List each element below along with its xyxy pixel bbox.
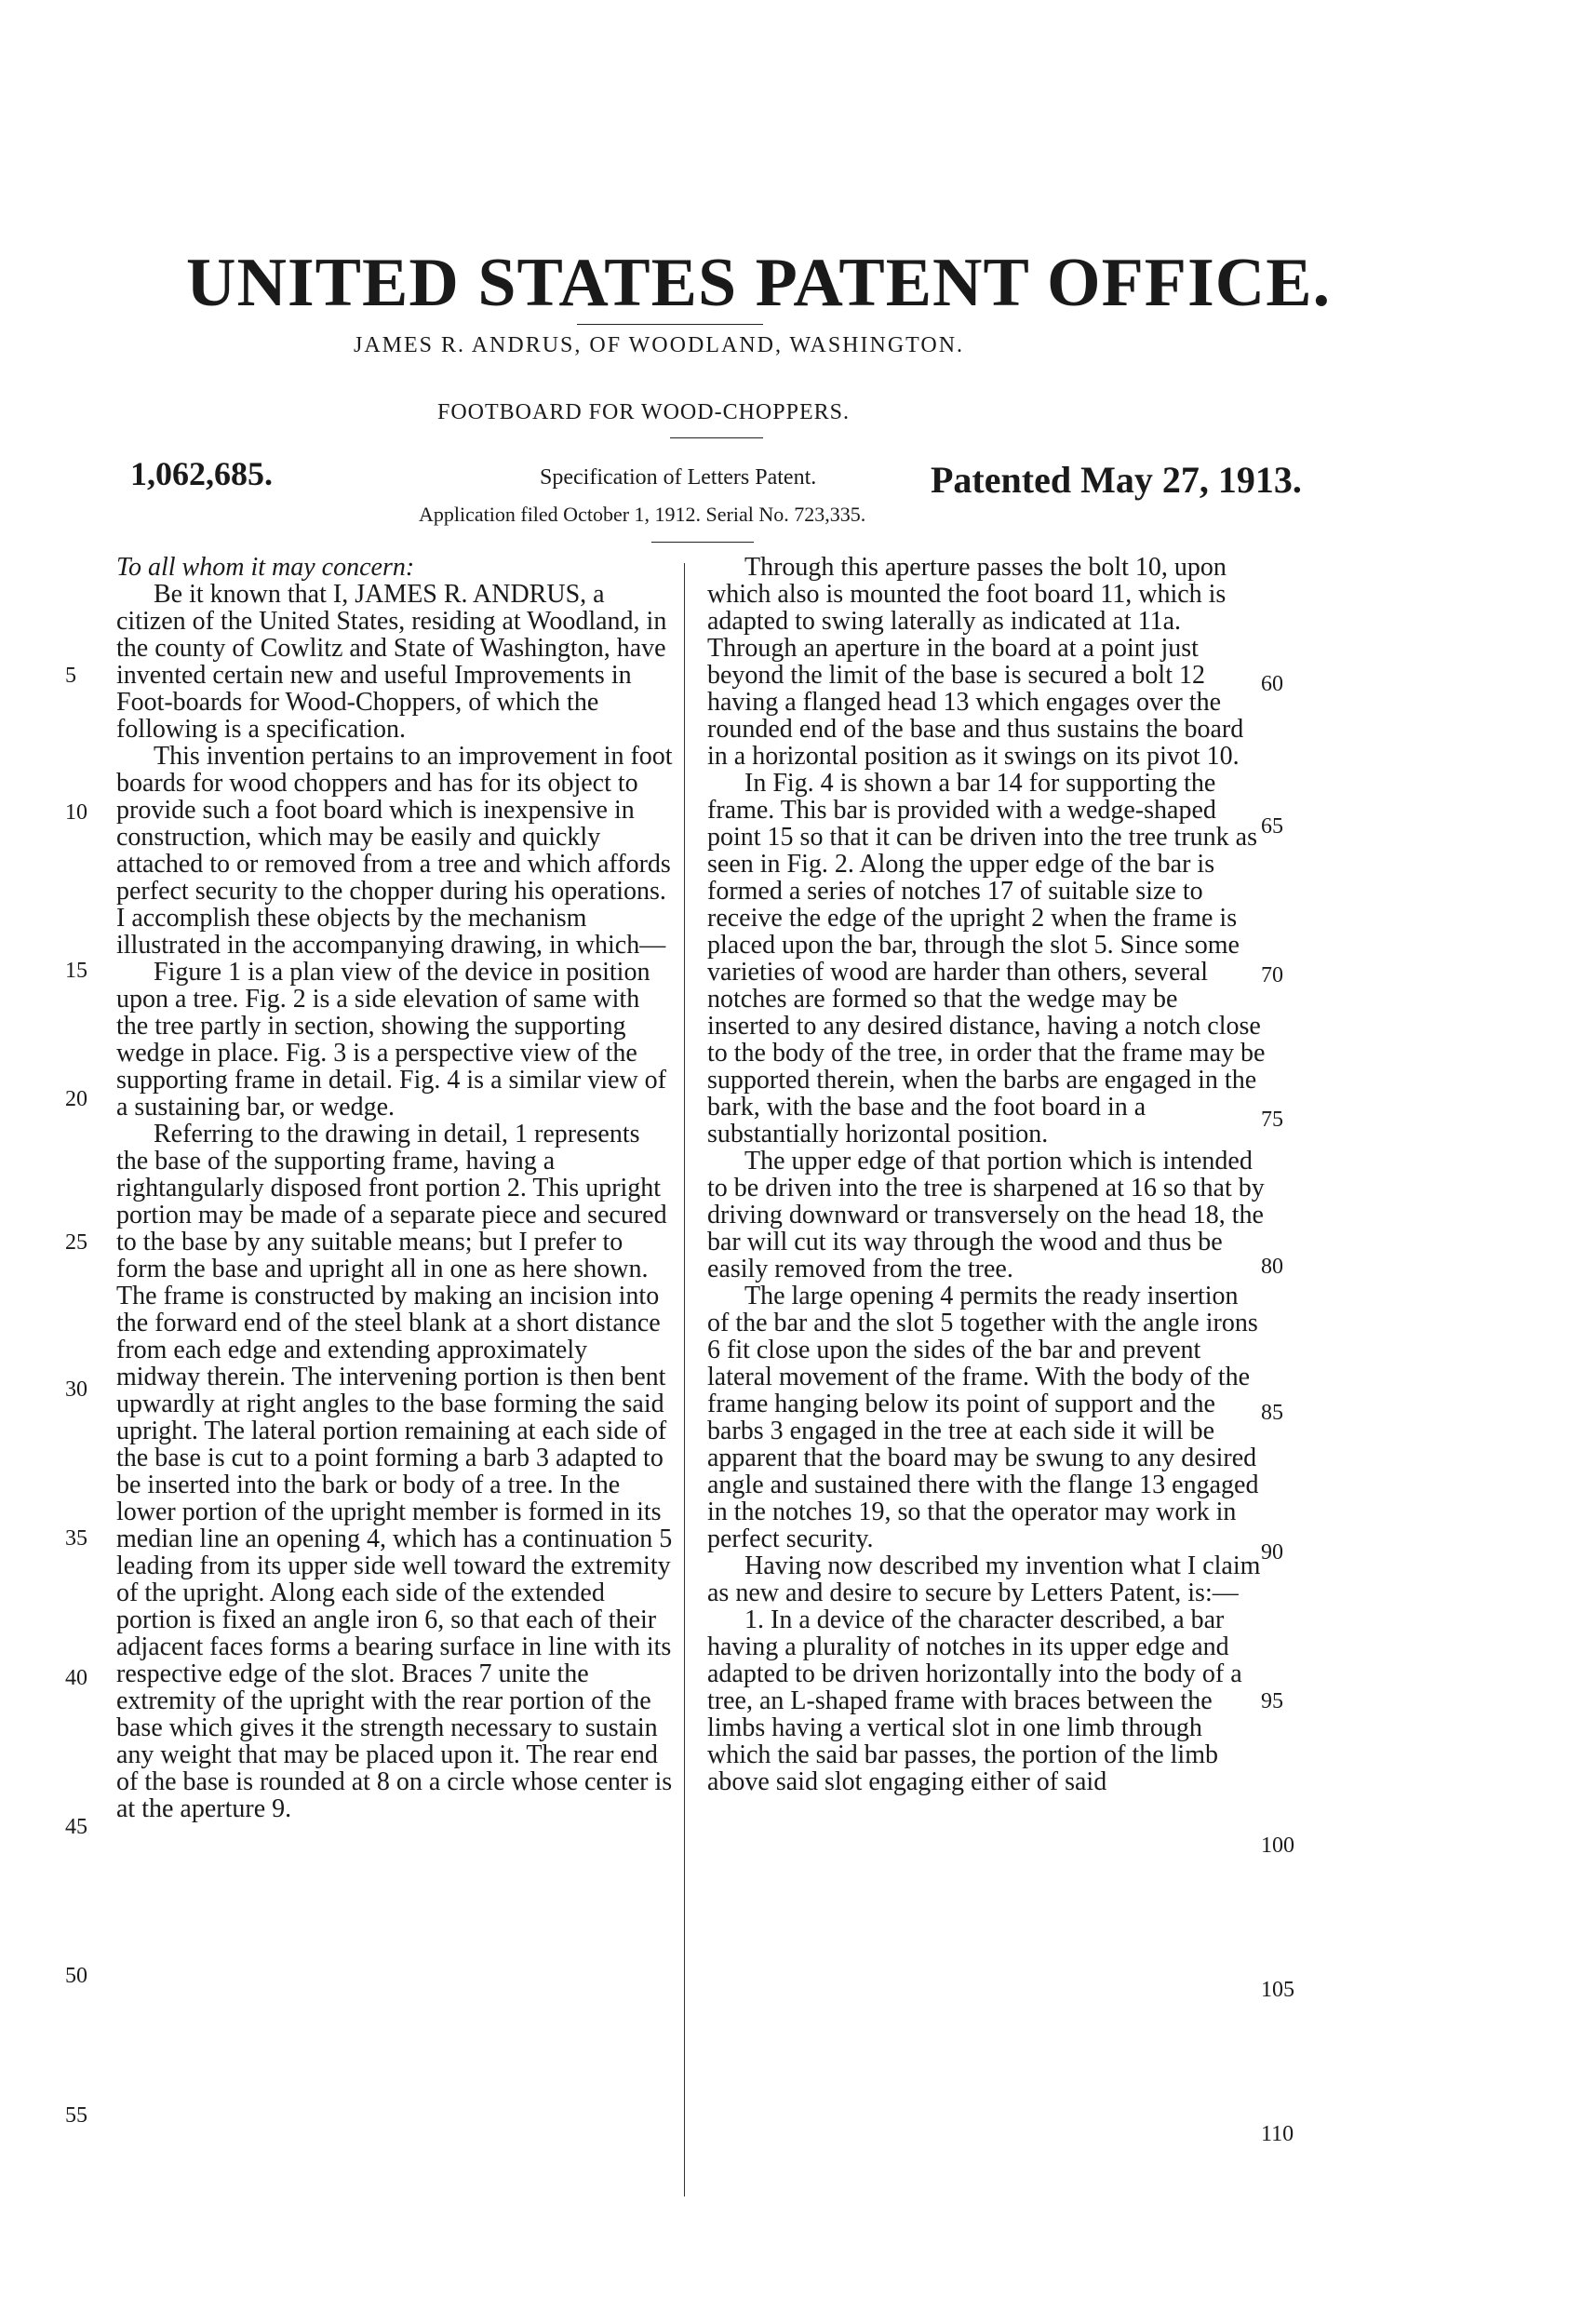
invention-title: FOOTBOARD FOR WOOD-CHOPPERS. — [437, 400, 850, 424]
paragraph: Through this aperture passes the bolt 10, upon which also is mounted the foot board 11, which is adapted to swing laterally as indicated at 11a. Through an aperture in the board at a point just beyond the limit of the base is secured a bolt 12 having a flanged head 13 which engages over the rounded end of the base and thus sustains the board in a horizontal position as it swings on its pivot 10. — [707, 553, 1244, 771]
line-number: 50 — [65, 1964, 87, 1988]
line-number: 45 — [65, 1815, 87, 1839]
subtitle-rule — [670, 437, 763, 438]
line-number: 5 — [65, 664, 76, 688]
line-number: 35 — [65, 1526, 87, 1551]
paragraph: Having now described my invention what I claim as new and desire to secure by Letters Patent, is:— — [707, 1552, 1261, 1607]
application-line: Application filed October 1, 1912. Serial No. 723,335. — [419, 503, 866, 526]
line-number: 65 — [1261, 814, 1283, 839]
line-number: 95 — [1261, 1689, 1283, 1713]
column-divider — [684, 563, 685, 2196]
specification-label: Specification of Letters Patent. — [540, 465, 817, 490]
office-title: UNITED STATES PATENT OFFICE. — [186, 245, 1332, 321]
line-number: 75 — [1261, 1108, 1283, 1132]
paragraph: The large opening 4 permits the ready insertion of the bar and the slot 5 together with the angle irons 6 fit close upon the sides of the bar and prevent lateral movement of the frame. With the body of the frame hanging below its point of support and the barbs 3 engaged in the tree at each side it will be apparent that the board may be swung to any desired angle and sustained there with the flange 13 engaged in the notches 19, so that the operator may work in perfect security. — [707, 1282, 1259, 1553]
patented-date: Patented May 27, 1913. — [931, 459, 1302, 501]
line-number: 10 — [65, 800, 87, 825]
line-number: 40 — [65, 1666, 87, 1690]
left-column — [116, 554, 675, 1822]
inventor-line: JAMES R. ANDRUS, OF WOODLAND, WASHINGTON. — [354, 333, 965, 357]
header-rule — [651, 542, 754, 543]
line-number: 60 — [1261, 672, 1283, 696]
paragraph: This invention pertains to an improvement in foot boards for wood choppers and has for its object to provide such a foot board which is inexpensive in construction, which may be easily and quickly attached to or removed from a tree and which affords perfect security to the chopper during his operations. I accomplish these objects by the mechanism illustrated in the accompanying drawing, in which— — [116, 742, 673, 960]
paragraph: Referring to the drawing in detail, 1 represents the base of the supporting frame, having a rightangularly disposed front portion 2. This upright portion may be made of a separate piece and secured to the base by any suitable means; but I prefer to form the base and upright all in one as here shown. The frame is constructed by making an incision into the forward end of the steel blank at a short distance from each edge and extending approximately midway therein. The intervening portion is then bent upwardly at right angles to the base forming the said upright. The lateral portion remaining at each side of the base is cut to a point forming a barb 3 adapted to be inserted into the bark or body of a tree. In the lower portion of the upright member is formed in its median line an opening 4, which has a continuation 5 leading from its upper side well toward the extremity of the upright. Along each side of the extended portion is fixed an angle iron 6, so that each of their adjacent faces forms a bearing surface in line with its respective edge of the slot. Braces 7 unite the extremity of the upright with the rear portion of the base which gives it the strength necessary to sustain any weight that may be placed upon it. The rear end of the base is rounded at 8 on a circle whose center is at the aperture 9. — [116, 1120, 673, 1823]
paragraph: Figure 1 is a plan view of the device in position upon a tree. Fig. 2 is a side elevation of same with the tree partly in section, showing the supporting wedge in place. Fig. 3 is a perspective view of the supporting frame in detail. Fig. 4 is a similar view of a sustaining bar, or wedge. — [116, 958, 667, 1122]
line-number: 105 — [1261, 1978, 1294, 2002]
right-column — [707, 554, 1266, 1795]
line-number: 85 — [1261, 1401, 1283, 1425]
paragraph: The upper edge of that portion which is intended to be driven into the tree is sharpened at 16 so that by driving downward or transversely on the head 18, the bar will cut its way through the wood and thus be easily removed from the tree. — [707, 1147, 1265, 1283]
paragraph: Be it known that I, JAMES R. ANDRUS, a citizen of the United States, residing at Woodland, in the county of Cowlitz and State of Washington, have invented certain new and useful Improvements in Foot-boards for Wood-Choppers, of which the following is a specification. — [116, 580, 667, 744]
line-number: 70 — [1261, 963, 1283, 987]
salutation: To all whom it may concern: — [116, 553, 415, 582]
claim: 1. In a device of the character described, a bar having a plurality of notches in its upper edge and adapted to be driven horizontally into the body of a tree, an L-shaped frame with braces between the limbs having a vertical slot in one limb through which the said bar passes, the portion of the limb above said slot engaging either of said — [707, 1605, 1242, 1796]
line-number: 80 — [1261, 1255, 1283, 1279]
line-number: 20 — [65, 1087, 87, 1111]
line-number: 100 — [1261, 1834, 1294, 1858]
line-number: 30 — [65, 1377, 87, 1402]
line-number: 55 — [65, 2103, 87, 2128]
paragraph: In Fig. 4 is shown a bar 14 for supporting the frame. This bar is provided with a wedge-shaped point 15 so that it can be driven into the tree trunk as seen in Fig. 2. Along the upper edge of the bar is formed a series of notches 17 of suitable size to receive the edge of the upright 2 when the frame is placed upon the bar, through the slot 5. Since some varieties of wood are harder than others, several notches are formed so that the wedge may be inserted to any desired distance, having a notch close to the body of the tree, in order that the frame may be supported therein, when the barbs are engaged in the bark, with the base and the foot board in a substantially horizontal position. — [707, 769, 1266, 1149]
line-number: 25 — [65, 1230, 87, 1255]
title-rule — [577, 324, 763, 325]
line-number: 90 — [1261, 1540, 1283, 1565]
line-number: 110 — [1261, 2122, 1294, 2146]
patent-number: 1,062,685. — [130, 455, 273, 492]
line-number: 15 — [65, 959, 87, 983]
